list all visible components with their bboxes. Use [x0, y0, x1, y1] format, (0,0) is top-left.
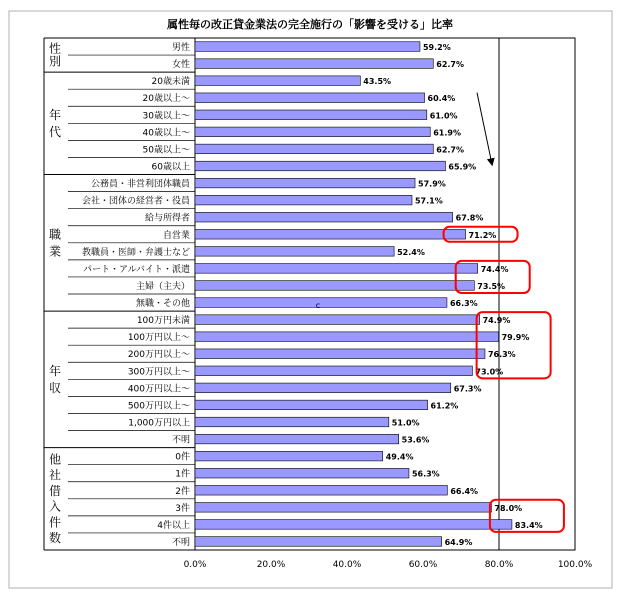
tick-label: 100万円未満: [136, 316, 190, 327]
bar: [195, 144, 433, 154]
data-label: 73.5%: [477, 281, 506, 291]
tick-label: 1,000万円以上: [128, 418, 190, 429]
bar: [195, 229, 466, 239]
bar: [195, 298, 447, 311]
bar: [195, 400, 428, 410]
tick-label: 給与所得者: [144, 213, 190, 224]
tick-label: 不明: [171, 537, 190, 548]
group-label: 他社借入件数: [48, 452, 62, 546]
data-label: 57.9%: [418, 179, 446, 189]
tick-label: 自営業: [162, 230, 190, 241]
bar: [195, 468, 409, 478]
bar: [195, 349, 485, 359]
tick-label: 300万円以上～: [127, 367, 190, 378]
tick-label: 3件: [175, 503, 190, 514]
bar: [195, 434, 399, 444]
tick-label: 主婦（主夫）: [135, 281, 190, 292]
data-label: 78.0%: [494, 503, 523, 513]
bar: [195, 59, 433, 69]
bar: [195, 264, 478, 274]
data-label: 64.9%: [444, 537, 473, 547]
x-tick-label: 60.0%: [408, 560, 438, 570]
tick-label: 100万円以上～: [127, 333, 190, 344]
bar: [195, 366, 472, 376]
tick-label: 200万円以上～: [127, 350, 190, 361]
data-label: 62.7%: [436, 145, 465, 155]
tick-label: 400万円以上～: [127, 384, 190, 395]
annotation-arrow: [477, 93, 492, 165]
plot-layer: [44, 38, 593, 570]
annotation-text: c: [315, 301, 321, 311]
data-label: 43.5%: [363, 77, 392, 87]
x-tick-label: 80.0%: [484, 560, 514, 570]
tick-label: 教職員・医師・弁護士など: [81, 247, 190, 258]
tick-label: 公務員・非営利団体職員: [90, 179, 190, 190]
data-label: 61.2%: [430, 401, 459, 411]
tick-label: 0件: [175, 452, 190, 463]
tick-label: 4件以上: [157, 520, 190, 531]
data-label: 56.3%: [411, 469, 440, 479]
bar: [195, 178, 415, 188]
bar: [195, 503, 491, 513]
tick-label: 女性: [171, 60, 190, 71]
data-label: 79.9%: [501, 333, 530, 343]
bar: [195, 332, 499, 342]
data-label: 73.0%: [475, 367, 504, 377]
group-label: 職業: [48, 227, 62, 259]
tick-label: 60歳以上: [151, 162, 190, 173]
tick-label: 50歳以上～: [142, 145, 190, 156]
data-label: 60.4%: [427, 94, 456, 104]
data-label: 51.0%: [391, 418, 420, 428]
group-label: 年収: [48, 363, 62, 395]
tick-label: 2件: [175, 486, 190, 497]
bar: [195, 520, 512, 530]
x-tick-label: 100.0%: [557, 560, 593, 570]
bar: [195, 110, 427, 120]
bar: [195, 212, 453, 222]
data-label: 71.2%: [468, 230, 497, 240]
tick-label: 500万円以上～: [127, 401, 190, 412]
bar: [195, 161, 445, 171]
data-label: 49.4%: [385, 452, 414, 462]
tick-label: 無職・その他: [135, 299, 190, 310]
data-label: 67.3%: [453, 384, 482, 394]
bar: [195, 485, 447, 495]
data-label: 65.9%: [448, 162, 477, 172]
bar: [195, 76, 360, 86]
tick-label: 40歳以上～: [142, 128, 190, 139]
bar: [195, 281, 474, 291]
x-tick-label: 0.0%: [183, 560, 207, 570]
bar: [195, 93, 425, 103]
data-label: 76.3%: [487, 350, 516, 360]
tick-label: 20歳以上～: [142, 94, 190, 105]
tick-label: 会社・団体の経営者・役員: [81, 196, 190, 207]
bar: [195, 383, 451, 393]
tick-label: 不明: [171, 435, 190, 446]
x-tick-label: 20.0%: [256, 560, 286, 570]
x-tick-label: 40.0%: [332, 560, 362, 570]
tick-label: 30歳以上～: [142, 111, 190, 122]
bar: [195, 195, 412, 205]
data-label: 66.3%: [449, 299, 478, 309]
data-label: 83.4%: [514, 520, 543, 530]
bar: [195, 42, 420, 52]
group-label: 年代: [48, 107, 62, 139]
data-label: 61.9%: [433, 128, 461, 138]
bar: [195, 451, 383, 461]
data-label: 62.7%: [436, 60, 465, 70]
tick-label: パート・アルバイト・派遣: [82, 264, 190, 275]
group-label: 性別: [48, 41, 62, 69]
bar: [195, 537, 442, 547]
bar: [195, 417, 389, 427]
data-label: 61.0%: [429, 111, 458, 121]
tick-label: 1件: [175, 469, 190, 480]
data-label: 67.8%: [455, 213, 484, 223]
data-label: 52.4%: [397, 247, 425, 257]
bar: [195, 315, 480, 325]
tick-label: 男性: [171, 43, 190, 54]
bar: [195, 127, 430, 137]
bar: [195, 247, 394, 257]
chart-title: 属性毎の改正貸金業法の完全施行の「影響を受ける」比率: [167, 18, 453, 31]
data-label: 74.9%: [482, 316, 511, 326]
data-label: 53.6%: [401, 435, 430, 445]
data-label: 74.4%: [480, 264, 509, 274]
tick-label: 20歳未満: [151, 77, 190, 88]
data-label: 57.1%: [414, 196, 443, 206]
data-label: 59.2%: [422, 43, 451, 53]
data-label: 66.4%: [450, 486, 479, 496]
